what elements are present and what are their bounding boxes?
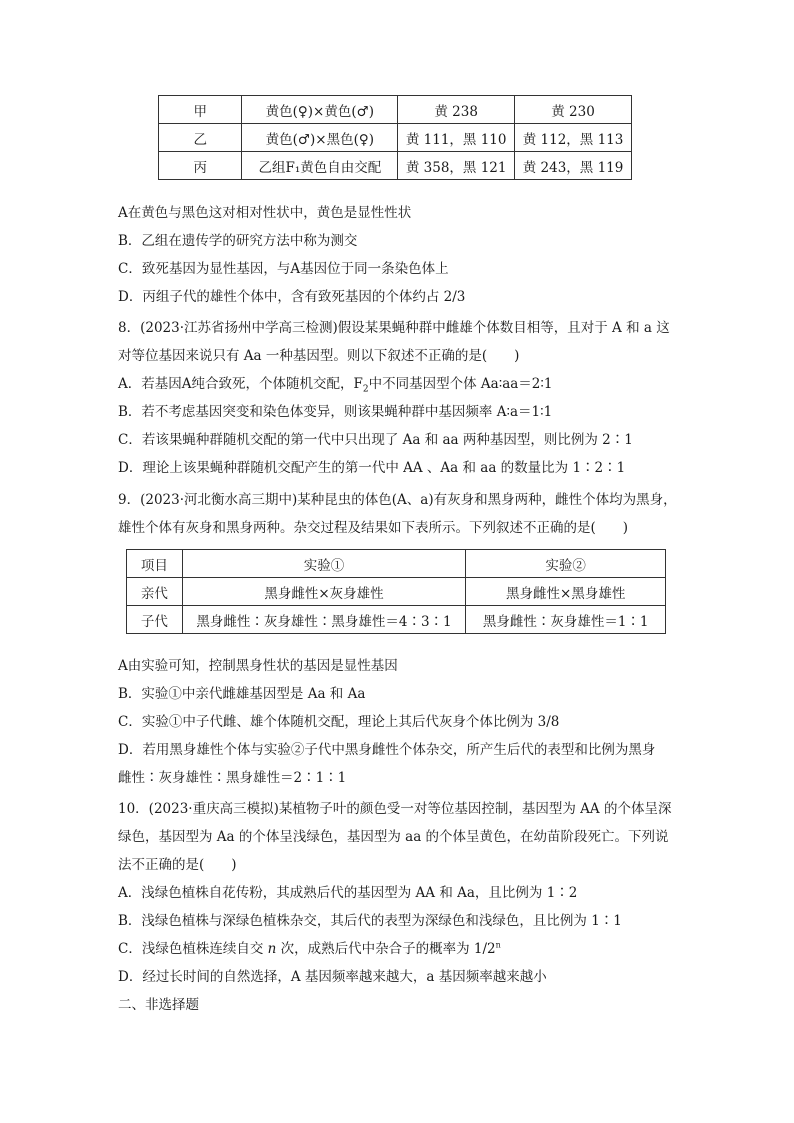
table-cell: 亲代 — [127, 578, 183, 606]
result-table-2 — [126, 549, 666, 634]
table-cell: 项目 — [127, 550, 183, 578]
table-cell: 黑身雌性×黑身雄性 — [466, 578, 666, 606]
section-title: 二、非选择题 — [118, 997, 199, 1013]
q9-stem-line1: 9．(2023·河北衡水高三期中)某种昆虫的体色(A、a)有灰身和黑身两种，雌性个体均为黑身， — [118, 492, 677, 508]
table-cell: 丙 — [159, 152, 242, 180]
table-row — [159, 152, 632, 180]
table-row — [127, 550, 666, 578]
q10-option-d: D．经过长时间的自然选择，A 基因频率越来越大，a 基因频率越来越小 — [118, 969, 547, 985]
table-cell: 黄 238 — [398, 96, 515, 124]
table-cell: 黄色(♂)×黑色(♀) — [242, 124, 398, 152]
table-cell: 实验② — [466, 550, 666, 578]
table-cell: 黄 358，黑 121 — [398, 152, 515, 180]
q10-option-c-text: C．浅绿色植株连续自交 — [118, 941, 268, 957]
q8-option-c: C．若该果蝇种群随机交配的第一代中只出现了 Aa 和 aa 两种基因型，则比例为 2∶1 — [118, 432, 633, 448]
q8-stem-line2: 对等位基因来说只有 Aa 一种基因型。则以下叙述不正确的是( ) — [118, 348, 520, 364]
q10-option-c-superscript: n — [495, 940, 501, 950]
table-cell: 黄色(♀)×黄色(♂) — [242, 96, 398, 124]
q10-stem-line3: 法不正确的是( ) — [118, 857, 237, 873]
q7-option-a: A在黄色与黑色这对相对性状中，黄色是显性性状 — [118, 205, 412, 221]
q8-option-d: D．理论上该果蝇种群随机交配产生的第一代中 AA 、Aa 和 aa 的数量比为 1∶2∶1 — [118, 460, 626, 476]
table-row — [159, 96, 632, 124]
q10-option-c-mid: 次，成熟后代中杂合子的概率为 1/2 — [276, 941, 496, 957]
q10-stem-line2: 绿色，基因型为 Aa 的个体呈浅绿色，基因型为 aa 的个体呈黄色，在幼苗阶段死亡。下列说 — [118, 829, 669, 845]
q8-option-b: B．若不考虑基因突变和染色体变异，则该果蝇种群中基因频率 A∶a＝1∶1 — [118, 404, 553, 420]
q9-option-d-line1: D．若用黑身雄性个体与实验②子代中黑身雌性个体杂交，所产生后代的表型和比例为黑身 — [118, 742, 656, 758]
q9-option-c: C．实验①中子代雌、雄个体随机交配，理论上其后代灰身个体比例为 3/8 — [118, 714, 560, 730]
q9-option-b: B．实验①中亲代雌雄基因型是 Aa 和 Aa — [118, 686, 366, 702]
result-table-1 — [158, 95, 632, 180]
q8-option-a-text: A．若基因A纯合致死，个体随机交配，F — [118, 376, 363, 392]
q10-option-a: A．浅绿色植株自花传粉，其成熟后代的基因型为 AA 和 Aa，且比例为 1∶2 — [118, 885, 578, 901]
q9-stem-line2: 雄性个体有灰身和黑身两种。杂交过程及结果如下表所示。下列叙述不正确的是( ) — [118, 520, 629, 536]
table-cell: 黄 243，黑 119 — [515, 152, 632, 180]
q10-option-c-n: n — [267, 941, 277, 957]
table-cell: 黄 230 — [515, 96, 632, 124]
q7-option-d: D．丙组子代的雄性个体中，含有致死基因的个体约占 2/3 — [118, 289, 466, 305]
q8-stem-line1: 8．(2023·江苏省扬州中学高三检测)假设某果蝇种群中雌雄个体数目相等，且对于 A 和 a 这 — [118, 320, 670, 336]
q8-option-a-subscript: 2 — [362, 384, 369, 395]
table-cell: 黑身雌性∶灰身雄性∶黑身雄性＝4∶3∶1 — [182, 606, 466, 634]
table-cell: 子代 — [127, 606, 183, 634]
q8-option-a-rest: 中不同基因型个体 Aa∶aa＝2∶1 — [368, 376, 553, 392]
q8-option-a — [118, 374, 553, 394]
table-cell: 黑身雌性∶灰身雄性＝1∶1 — [466, 606, 666, 634]
q9-option-d-line2: 雌性∶灰身雄性∶黑身雄性＝2∶1∶1 — [118, 770, 347, 786]
q7-option-c: C．致死基因为显性基因，与A基因位于同一条染色体上 — [118, 261, 449, 277]
table-row — [127, 606, 666, 634]
table-cell: 甲 — [159, 96, 242, 124]
table-cell: 乙 — [159, 124, 242, 152]
table-cell: 乙组F₁黄色自由交配 — [242, 152, 398, 180]
table-row — [159, 124, 632, 152]
q9-option-a: A由实验可知，控制黑身性状的基因是显性基因 — [118, 658, 398, 674]
q7-option-b: B．乙组在遗传学的研究方法中称为测交 — [118, 233, 358, 249]
table-row — [127, 578, 666, 606]
q10-option-c — [118, 939, 501, 959]
table-cell: 实验① — [182, 550, 466, 578]
table-cell: 黄 112，黑 113 — [515, 124, 632, 152]
q10-option-b: B．浅绿色植株与深绿色植株杂交，其后代的表型为深绿色和浅绿色，且比例为 1∶1 — [118, 913, 622, 929]
q10-stem-line1: 10．(2023·重庆高三模拟)某植物子叶的颜色受一对等位基因控制，基因型为 AA 的个体呈深 — [118, 801, 672, 817]
table-cell: 黑身雌性×灰身雄性 — [182, 578, 466, 606]
table-cell: 黄 111，黑 110 — [398, 124, 515, 152]
